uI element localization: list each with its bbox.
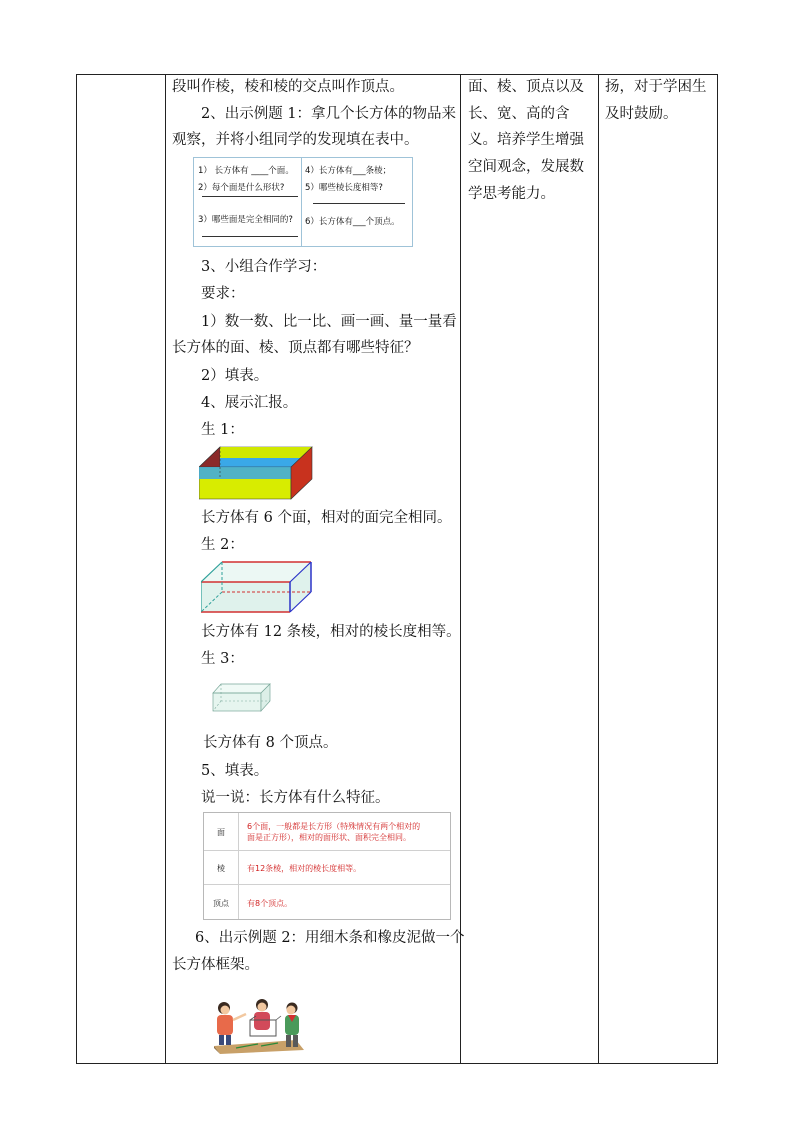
face-description: 面是正方形），相对的面形状、面积完全相同。 xyxy=(247,833,411,842)
goal-line: 空间观念，发展数 xyxy=(468,159,584,175)
text-line: 6、出示例题 2：用细木条和橡皮泥做一个 xyxy=(195,930,465,946)
note-line: 及时鼓励。 xyxy=(605,106,678,122)
cuboid-edges-figure xyxy=(201,560,313,614)
text-line: 3、小组合作学习： xyxy=(201,259,327,275)
row-label-edge: 棱 xyxy=(217,864,225,873)
vertex-description: 有8个顶点。 xyxy=(247,899,293,908)
text-line: 2、出示例题 1：拿几个长方体的物品来 xyxy=(201,106,457,122)
features-table xyxy=(203,812,451,920)
text-line: 生 3： xyxy=(201,651,244,667)
column-divider xyxy=(460,74,461,1064)
face-description: 6个面，一般都是长方形（特殊情况有两个相对的 xyxy=(247,822,421,831)
text-line: 4、展示汇报。 xyxy=(201,395,298,411)
text-line: 段叫作棱，棱和棱的交点叫作顶点。 xyxy=(172,79,404,95)
goal-line: 面、棱、顶点以及 xyxy=(468,79,584,95)
observation-table xyxy=(193,157,413,247)
text-line: 要求： xyxy=(201,286,245,302)
edge-description: 有12条棱，相对的棱长度相等。 xyxy=(247,864,362,873)
column-divider xyxy=(165,74,166,1064)
question-5: 5）哪些棱长度相等? xyxy=(305,183,383,193)
answer-blank xyxy=(202,236,298,237)
answer-blank xyxy=(313,203,405,204)
answer-blank xyxy=(202,196,298,197)
text-line: 生 1： xyxy=(201,422,244,438)
cuboid-faces-figure xyxy=(199,445,315,501)
question-1: 1） 长方体有 ____个面。 xyxy=(198,166,294,176)
text-line: 长方体框架。 xyxy=(172,957,259,973)
students-building-illustration xyxy=(206,996,306,1054)
question-6: 6）长方体有___个顶点。 xyxy=(305,217,400,227)
text-line: 长方体有 12 条棱，相对的棱长度相等。 xyxy=(201,624,461,640)
text-line: 说一说：长方体有什么特征。 xyxy=(201,790,390,806)
goal-line: 义。培养学生增强 xyxy=(468,132,584,148)
text-line: 2）填表。 xyxy=(201,368,269,384)
column-divider xyxy=(598,74,599,1064)
goal-line: 学思考能力。 xyxy=(468,186,555,202)
question-3: 3）哪些面是完全相同的? xyxy=(198,215,293,225)
row-label-vertex: 顶点 xyxy=(213,899,229,908)
note-line: 扬，对于学困生 xyxy=(605,79,707,95)
text-line: 长方体有 6 个面，相对的面完全相同。 xyxy=(201,510,452,526)
text-line: 长方体的面、棱、顶点都有哪些特征？ xyxy=(172,340,419,356)
text-line: 生 2： xyxy=(201,537,244,553)
text-line: 长方体有 8 个顶点。 xyxy=(203,735,338,751)
text-line: 1）数一数、比一比、画一画、量一量看 xyxy=(201,314,457,330)
text-line: 观察，并将小组同学的发现填在表中。 xyxy=(172,132,419,148)
question-2: 2）每个面是什么形状? xyxy=(198,183,285,193)
row-label-face: 面 xyxy=(217,828,225,837)
goal-line: 长、宽、高的含 xyxy=(468,106,570,122)
question-4: 4）长方体有___条棱； xyxy=(305,166,392,176)
text-line: 5、填表。 xyxy=(201,763,269,779)
cuboid-vertices-figure xyxy=(212,683,272,713)
